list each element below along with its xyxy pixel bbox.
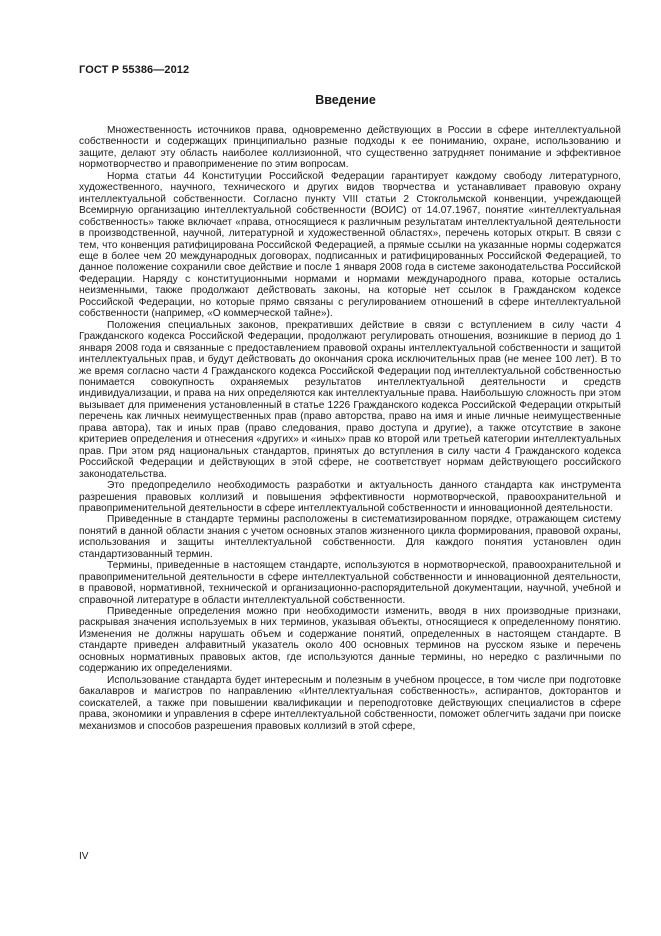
paragraph-definitions: Приведенные определения можно при необходимости изменить, вводя в них производные признаки, раскрывая значения используемых в них терминов, указывая объекты, относящиеся к определенному понятию. Изменения не должны нарушать объем и содержание понятий, определенных в настоящем стандарте. В стандарте приведен алфавитный указатель около 400 основных терминов на русском языке и перечень основных нормативных правовых актов, где используются данные термины, но нередко с различными по содержанию их определениями. — [79, 606, 621, 675]
paragraph-constitution: Норма статьи 44 Конституции Российской Федерации гарантирует каждому свободу литературного, художественного, научного, технического и других видов творчества и устанавливает правовую охрану интеллектуальной собственности. Согласно пункту VIII статьи 2 Стокгольмской конвенции, учреждающей Всемирную организацию интеллектуальной собственности (ВОИС) от 14.07.1967, понятие «интеллектуальная собственность» также включает «права, относящиеся к различным результатам интеллектуальной деятельности в производственной, научной, литературной и художественной областях», перечень которых открыт. В связи с тем, что конвенция ратифицирована Российской Федерацией, а прямые ссылки на указанные нормы содержатся еще в более чем 20 международных договорах, подписанных и ратифицированных Российской Федерацией, то данное положение сохранили свое действие и после 1 января 2008 года в системе законодательства Российской Федерации. Наряду с конституционными нормами и нормами международного права, которые остались неизменными, также продолжают действовать законы, на которые нет ссылок в Гражданском кодексе Российской Федерации, но которые прямо связаны с регулированием отношений в сфере интеллектуальной собственности (например, «О коммерческой тайне»). — [79, 170, 621, 320]
section-title: Введение — [315, 93, 376, 107]
introduction-body — [79, 125, 621, 732]
paragraph-terms-usage: Термины, приведенные в настоящем стандарте, используются в нормотворческой, правоохранительной и правоприменительной деятельности в сфере интеллектуальной собственности и инновационной деятельности, в правовой, нормативной, технической и организационно-распорядительной документации, научной, учебной и справочной литературе в области интеллектуальной собственности. — [79, 560, 621, 606]
page-number: IV — [79, 851, 89, 862]
paragraph-education: Использование стандарта будет интересным и полезным в учебном процессе, в том числе при подготовке бакалавров и магистров по направлению «Интеллектуальная собственность», аспирантов, докторантов и соискателей, а также при повышении квалификации и переподготовке действующих специалистов в сфере права, экономики и управления в сфере интеллектуальной собственности, поможет облегчить задачи при поиске механизмов и способов разрешения правовых коллизий в этой сфере, — [79, 674, 621, 732]
paragraph-sources: Множественность источников права, одновременно действующих в России в сфере интеллектуальной собственности и содержащих принципиально разные подходы к ее пониманию, охране, использованию и защите, делают эту область наиболее коллизионной, что существенно затрудняет понимание и эффективное нормотворчество и правоприменение по этим вопросам. — [79, 125, 621, 171]
paragraph-special-laws: Положения специальных законов, прекративших действие в связи с вступлением в силу части 4 Гражданского кодекса Российской Федерации, продолжают регулировать отношения, возникшие в период до 1 января 2008 года и связанные с предоставлением правовой охраны интеллектуальной собственности и защитой интеллектуальных прав, и будут действовать до окончания срока исключительных прав (не менее 100 лет). В то же время согласно части 4 Гражданского кодекса Российской Федерации под интеллектуальной собственностью понимается совокупность охраняемых результатов интеллектуальной деятельности и средств индивидуализации, и права на них определяются как интеллектуальные права. Наибольшую сложность при этом вызывает для применения установленный в статье 1226 Гражданского кодекса Российской Федерации открытый перечень как личных неимущественных прав (право авторства, право на имя и иные личные неимущественные права автора), так и иных прав (право следования, право доступа и другие), а также отсутствие в законе критериев определения и отнесения «других» и «иных» прав ко второй или третьей категории интеллектуальных прав. При этом ряд национальных стандартов, принятых до вступления в силу части 4 Гражданского кодекса Российской Федерации и действующих в этой сфере, не соответствует нормам действующего российского законодательства. — [79, 319, 621, 480]
document-code: ГОСТ Р 55386—2012 — [79, 64, 190, 76]
paragraph-terms-order: Приведенные в стандарте термины расположены в систематизированном порядке, отражающем систему понятий в данной области знания с учетом основных этапов жизненного цикла формирования, правовой охраны, использования и защиты интеллектуальной собственности. Для каждого понятия установлен один стандартизованный термин. — [79, 514, 621, 560]
paragraph-necessity: Это предопределило необходимость разработки и актуальность данного стандарта как инструмента разрешения правовых коллизий и повышения эффективности нормотворческой, правоохранительной и правоприменительной деятельности в сфере интеллектуальной собственности и инновационной деятельности. — [79, 480, 621, 514]
